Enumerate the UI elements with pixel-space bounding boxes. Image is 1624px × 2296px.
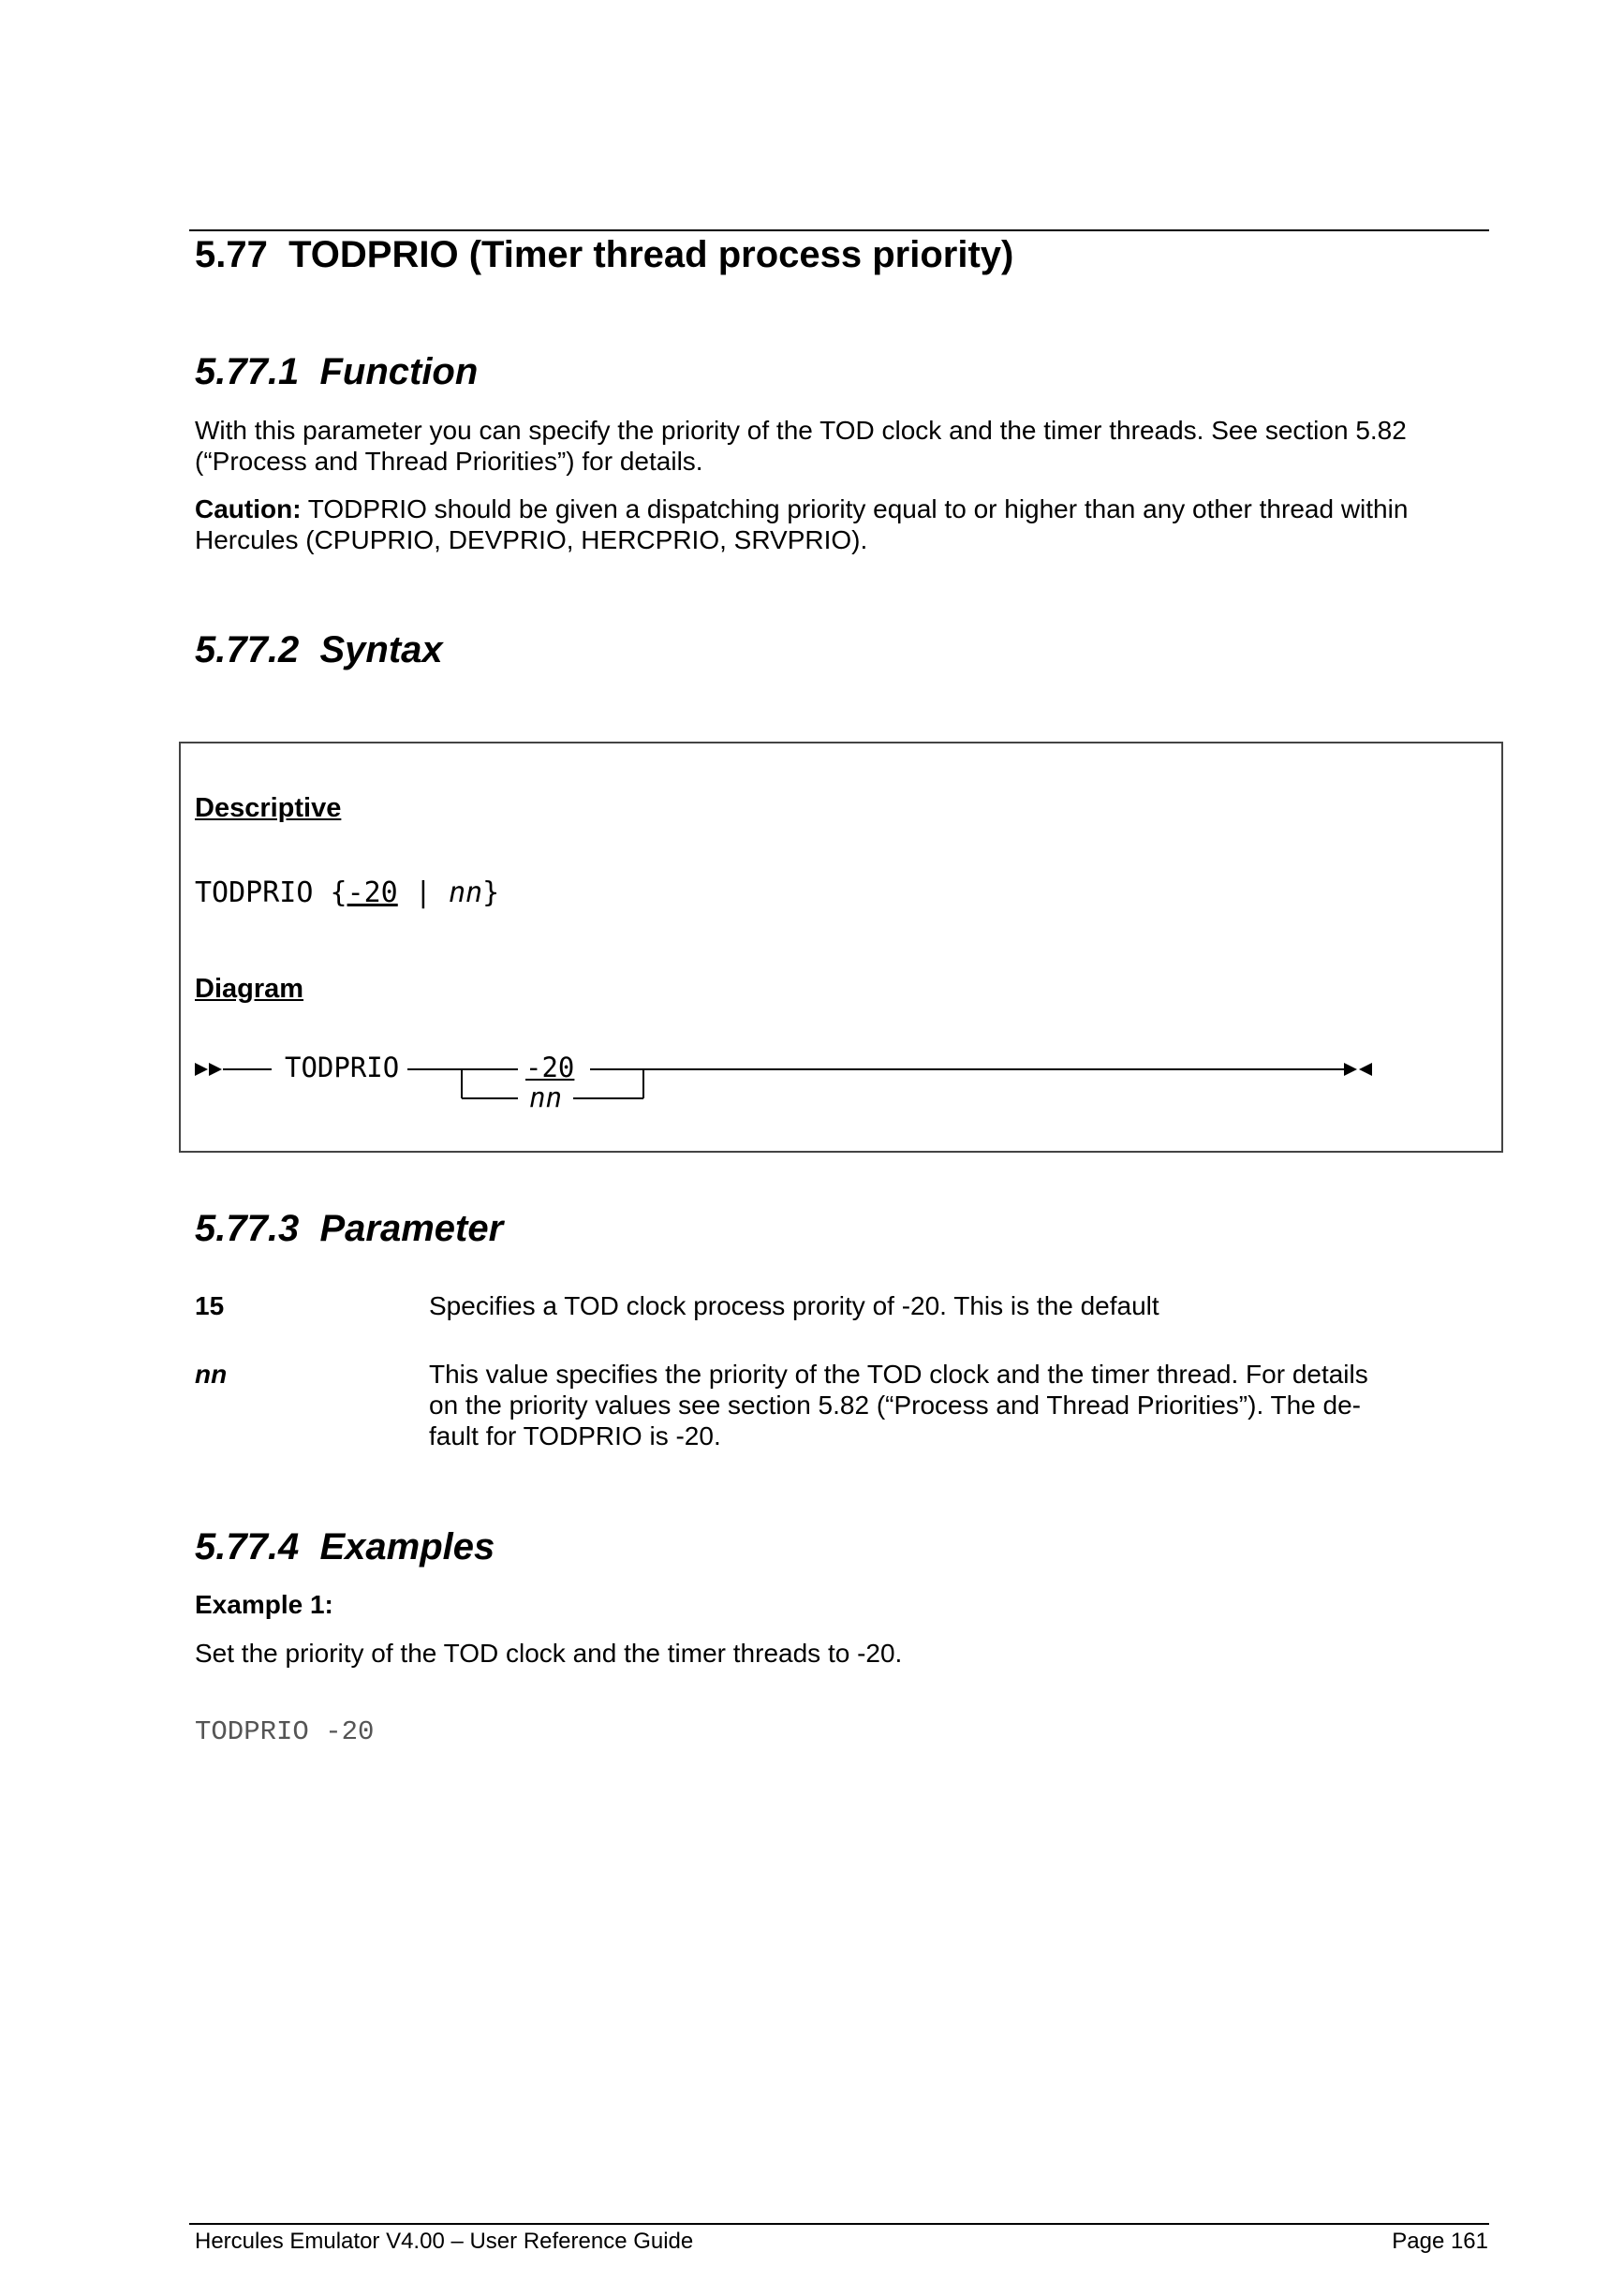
diagram-default: -20 <box>525 1052 575 1083</box>
alt-value: nn <box>448 876 483 909</box>
examples-heading <box>195 1526 495 1568</box>
footer-rule <box>189 2223 1489 2225</box>
syntax-title: Syntax <box>319 629 443 670</box>
diagram-cmd: TODPRIO <box>285 1052 400 1083</box>
param-desc-2-line-3: fault for TODPRIO is -20. <box>429 1421 721 1450</box>
separator: | <box>414 876 432 909</box>
caution-line-2: Hercules (CPUPRIO, DEVPRIO, HERCPRIO, SRVPRIO). <box>195 525 868 554</box>
function-line-2: (“Process and Thread Priorities”) for details. <box>195 447 703 476</box>
param-desc-2 <box>429 1359 1368 1451</box>
parameter-number: 5.77.3 <box>195 1208 300 1249</box>
param-desc-1 <box>429 1290 1159 1321</box>
section-title: TODPRIO (Timer thread process priority) <box>288 234 1014 275</box>
syntax-number: 5.77.2 <box>195 629 300 670</box>
param-desc-2-line-1: This value specifies the priority of the TOD clock and the timer thread. For details <box>429 1360 1368 1389</box>
footer-page-number: Page 161 <box>1392 2229 1488 2254</box>
descriptive-label: Descriptive <box>195 793 342 823</box>
param-name-2: nn <box>195 1360 228 1389</box>
brace-close: } <box>482 876 500 909</box>
param-name-1: 15 <box>195 1291 225 1320</box>
default-value: -20 <box>347 876 398 909</box>
param-desc-1-line-1: Specifies a TOD clock process prority of -20. This is the default <box>429 1291 1159 1320</box>
parameter-heading <box>195 1208 503 1250</box>
examples-number: 5.77.4 <box>195 1526 300 1567</box>
caution-label: Caution: <box>195 494 302 523</box>
descriptive-cmd: TODPRIO <box>195 876 314 909</box>
brace-open: { <box>330 876 347 909</box>
param-desc-2-line-2: on the priority values see section 5.82 (“Process and Thread Priorities”). The de- <box>429 1391 1361 1420</box>
diagram-label: Diagram <box>195 974 304 1004</box>
diagram-alt: nn <box>529 1082 562 1113</box>
example1-text: Set the priority of the TOD clock and the timer threads to -20. <box>195 1639 903 1668</box>
footer-left: Hercules Emulator V4.00 – User Reference Guide <box>195 2229 694 2254</box>
parameter-title: Parameter <box>319 1208 504 1249</box>
function-title: Function <box>319 351 479 392</box>
example1-label: Example 1: <box>195 1590 333 1619</box>
caution-line-1: TODPRIO should be given a dispatching priority equal to or higher than any other thread within <box>301 494 1409 523</box>
function-line-1: With this parameter you can specify the priority of the TOD clock and the timer threads. See section 5.82 <box>195 416 1407 445</box>
section-number: 5.77 <box>195 234 268 275</box>
example1-code: TODPRIO -20 <box>195 1716 375 1747</box>
function-number: 5.77.1 <box>195 351 300 392</box>
examples-title: Examples <box>319 1526 495 1567</box>
